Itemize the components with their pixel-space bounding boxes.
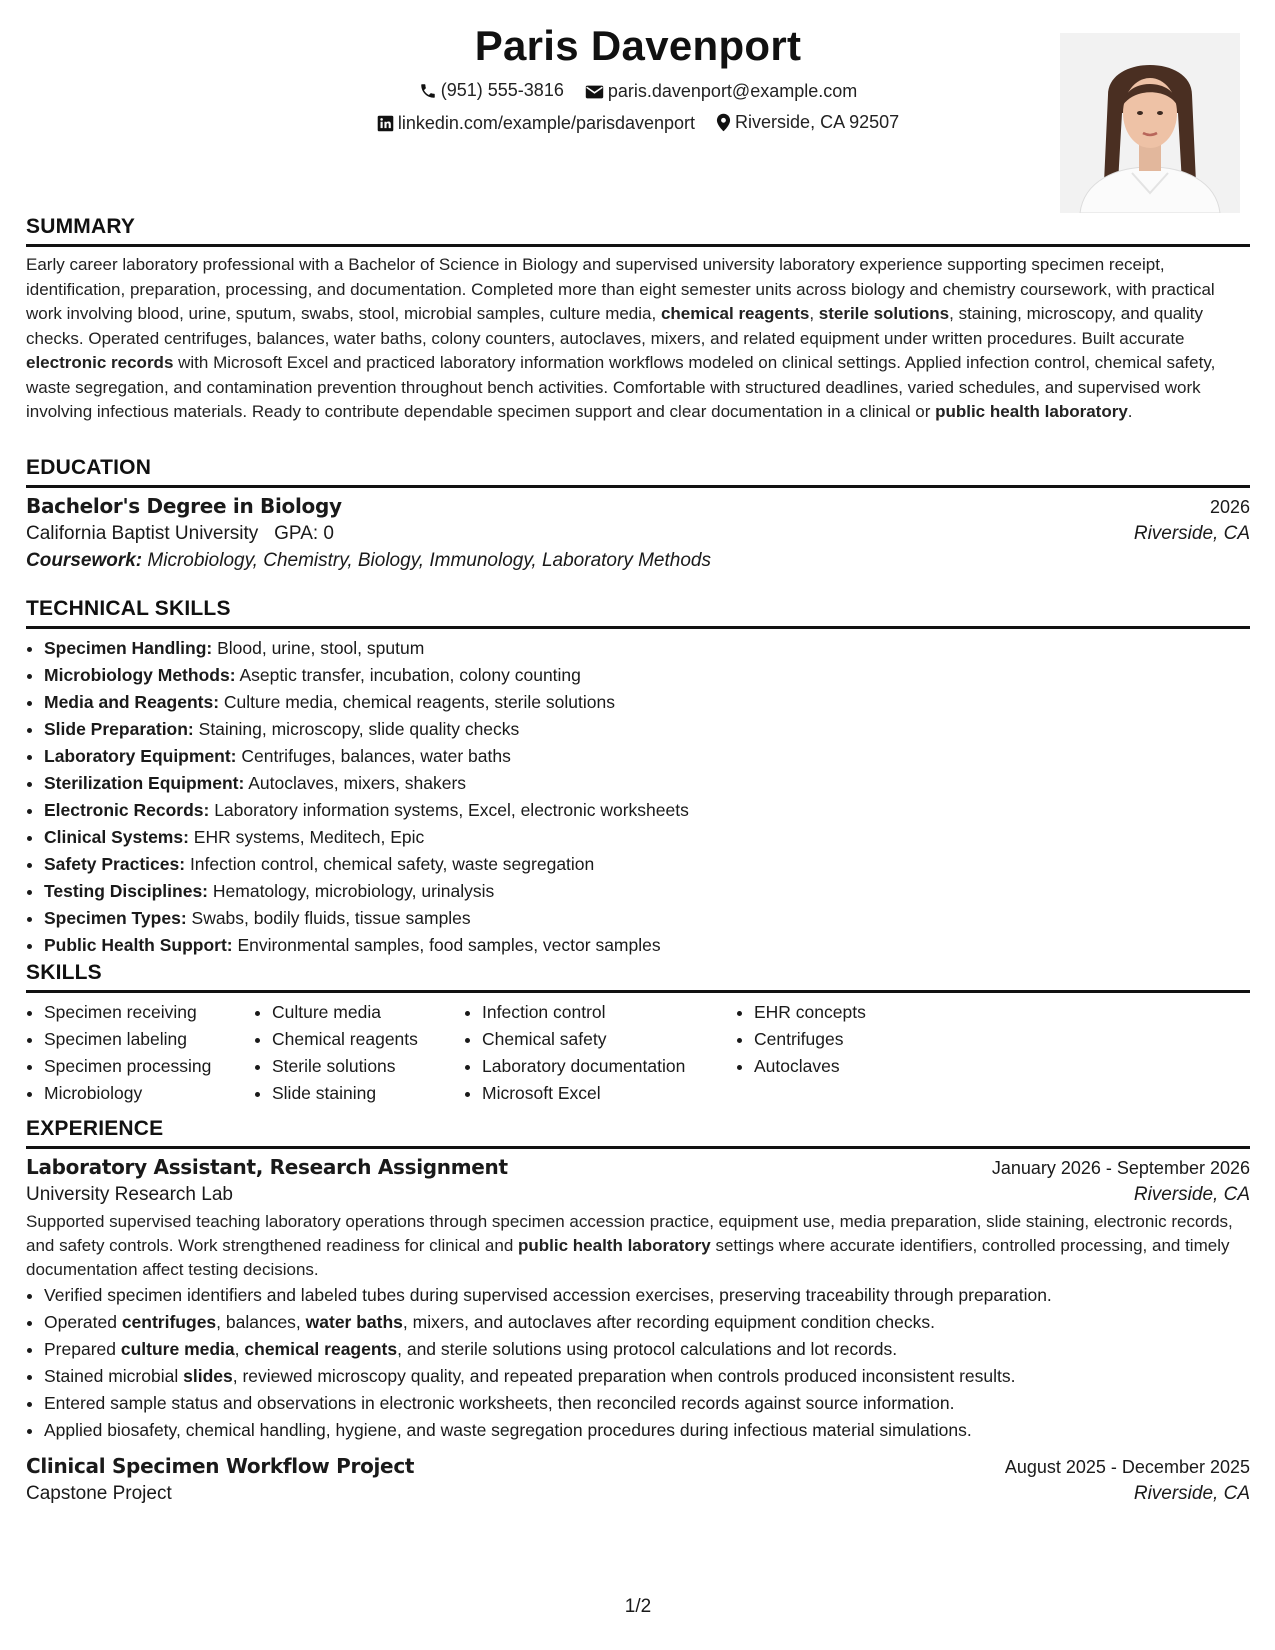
section-rule [26, 244, 1250, 247]
job-organization: Capstone Project [26, 1483, 172, 1504]
list-item: • Specimen processing [44, 1053, 254, 1080]
job-title: Clinical Specimen Workflow Project [26, 1454, 415, 1478]
job-dates: August 2025 - December 2025 [1004, 1457, 1250, 1477]
linkedin-text[interactable]: linkedin.com/example/parisdavenport [397, 113, 696, 133]
email-item[interactable] [585, 81, 857, 102]
list-item: • Verified specimen identifiers and labeled tubes during supervised accession exercises, preserving traceability through preparation. [44, 1282, 1250, 1309]
skills-column-4 [736, 999, 954, 1107]
job-2-header [26, 1454, 1250, 1478]
list-item: • Testing Disciplines: Hematology, microbiology, urinalysis [44, 878, 1250, 905]
list-item: • Sterilization Equipment: Autoclaves, mixers, shakers [44, 770, 1250, 797]
email-text[interactable]: paris.davenport@example.com [607, 81, 858, 101]
envelope-icon [585, 84, 604, 100]
list-item: • Chemical safety [482, 1026, 736, 1053]
list-item: • Specimen Handling: Blood, urine, stool, sputum [44, 635, 1250, 662]
page-number: 1/2 [624, 1596, 652, 1617]
coursework [26, 550, 1250, 572]
list-item: • Safety Practices: Infection control, chemical safety, waste segregation [44, 851, 1250, 878]
location-text: Riverside, CA 92507 [735, 112, 900, 132]
location-item [716, 112, 899, 133]
list-item: • Laboratory documentation [482, 1053, 736, 1080]
skills-grid [26, 999, 1250, 1107]
linkedin-icon [377, 115, 394, 132]
school-location: Riverside, CA [1133, 523, 1250, 544]
list-item: • Microbiology Methods: Aseptic transfer, incubation, colony counting [44, 662, 1250, 689]
list-item: • Electronic Records: Laboratory information systems, Excel, electronic worksheets [44, 797, 1250, 824]
school-name: California Baptist University [26, 523, 259, 544]
education-section [26, 456, 1250, 572]
list-item: • Specimen Types: Swabs, bodily fluids, tissue samples [44, 905, 1250, 932]
list-item: • Centrifuges [754, 1026, 954, 1053]
experience-section [26, 1117, 1250, 1505]
list-item: • Media and Reagents: Culture media, chemical reagents, sterile solutions [44, 689, 1250, 716]
job-title: Laboratory Assistant, Research Assignment [26, 1155, 508, 1179]
list-item: • Laboratory Equipment: Centrifuges, balances, water baths [44, 743, 1250, 770]
job-1-bullets [26, 1282, 1250, 1444]
section-rule [26, 485, 1250, 488]
job-2-subheader [26, 1483, 1250, 1505]
education-row-2 [26, 523, 1250, 545]
profile-photo [1060, 33, 1240, 213]
section-rule [26, 626, 1250, 629]
list-item: • Specimen labeling [44, 1026, 254, 1053]
technical-skills-section [26, 597, 1250, 959]
section-title: EXPERIENCE [26, 1117, 164, 1140]
linkedin-item[interactable] [377, 113, 695, 134]
coursework-label: Coursework: [26, 550, 143, 571]
list-item: • Culture media [272, 999, 464, 1026]
list-item: • Specimen receiving [44, 999, 254, 1026]
list-item: • Sterile solutions [272, 1053, 464, 1080]
job-description: Supported supervised teaching laboratory operations through specimen accession practice, equipment use, media preparation, slide staining, electronic records, and safety controls. Work strengthened readiness for clinical and public health laboratory settings where accurate identifiers, controlled processing, and timely documentation affect testing decisions. [26, 1212, 1233, 1279]
coursework-list: Microbiology, Chemistry, Biology, Immunology, Laboratory Methods [147, 550, 711, 571]
job-location: Riverside, CA [1133, 1184, 1250, 1205]
list-item: • Microbiology [44, 1080, 254, 1107]
technical-skills-list [26, 635, 1250, 959]
list-item: • Clinical Systems: EHR systems, Meditech, Epic [44, 824, 1250, 851]
list-item: • Infection control [482, 999, 736, 1026]
list-item: • Prepared culture media, chemical reagents, and sterile solutions using protocol calculations and lot records. [44, 1336, 1250, 1363]
job-1-subheader [26, 1184, 1250, 1206]
list-item: • Public Health Support: Environmental samples, food samples, vector samples [44, 932, 1250, 959]
list-item: • Applied biosafety, chemical handling, hygiene, and waste segregation procedures during infectious material simulations. [44, 1417, 1250, 1444]
list-item: • Slide staining [272, 1080, 464, 1107]
list-item: • Slide Preparation: Staining, microscopy, slide quality checks [44, 716, 1250, 743]
skills-column-3 [464, 999, 736, 1107]
education-row-1 [26, 494, 1250, 518]
list-item: • Microsoft Excel [482, 1080, 736, 1107]
list-item: • Chemical reagents [272, 1026, 464, 1053]
candidate-name: Paris Davenport [474, 22, 802, 69]
map-pin-icon [716, 113, 731, 132]
graduation-year: 2026 [1209, 497, 1250, 517]
resume-page [26, 0, 1250, 1650]
gpa: GPA: 0 [274, 523, 334, 544]
skills-column-1 [26, 999, 254, 1107]
summary-section [26, 215, 1250, 425]
skills-column-2 [254, 999, 464, 1107]
section-title: SKILLS [26, 961, 102, 984]
job-location: Riverside, CA [1133, 1483, 1250, 1504]
section-title: EDUCATION [26, 456, 152, 479]
phone-text: (951) 555-3816 [440, 80, 564, 100]
phone-item [419, 80, 564, 101]
list-item: • Entered sample status and observations in electronic worksheets, then reconciled records against source information. [44, 1390, 1250, 1417]
list-item: • Autoclaves [754, 1053, 954, 1080]
degree-title: Bachelor's Degree in Biology [26, 494, 342, 518]
phone-icon [419, 82, 437, 100]
section-rule [26, 1146, 1250, 1149]
job-dates: January 2026 - September 2026 [991, 1158, 1250, 1178]
list-item: • EHR concepts [754, 999, 954, 1026]
skills-section [26, 961, 1250, 1107]
job-1-header [26, 1155, 1250, 1179]
summary-paragraph: Early career laboratory professional with a Bachelor of Science in Biology and supervised university laboratory experience supporting specimen receipt, identification, preparation, processing, and documentation. Completed more than eight semester units across biology and chemistry coursework, with practical work involving blood, urine, sputum, swabs, stool, microbial samples, culture media, chemical reagents, sterile solutions, staining, microscopy, and quality checks. Operated centrifuges, balances, water baths, colony counters, autoclaves, mixers, and related equipment under written procedures. Built accurate electronic records with Microsoft Excel and practiced laboratory information workflows modeled on clinical settings. Applied infection control, chemical safety, waste segregation, and contamination prevention throughout bench activities. Comfortable with structured deadlines, varied schedules, and supervised work involving infectious materials. Ready to contribute dependable specimen support and clear documentation in a clinical or public health laboratory. [26, 255, 1216, 421]
section-rule [26, 990, 1250, 993]
section-title: TECHNICAL SKILLS [26, 597, 231, 620]
list-item: • Operated centrifuges, balances, water baths, mixers, and autoclaves after recording equipment condition checks. [44, 1309, 1250, 1336]
list-item: • Stained microbial slides, reviewed microscopy quality, and repeated preparation when controls produced inconsistent results. [44, 1363, 1250, 1390]
section-title: SUMMARY [26, 215, 136, 238]
job-organization: University Research Lab [26, 1184, 233, 1205]
school-line [26, 523, 334, 545]
